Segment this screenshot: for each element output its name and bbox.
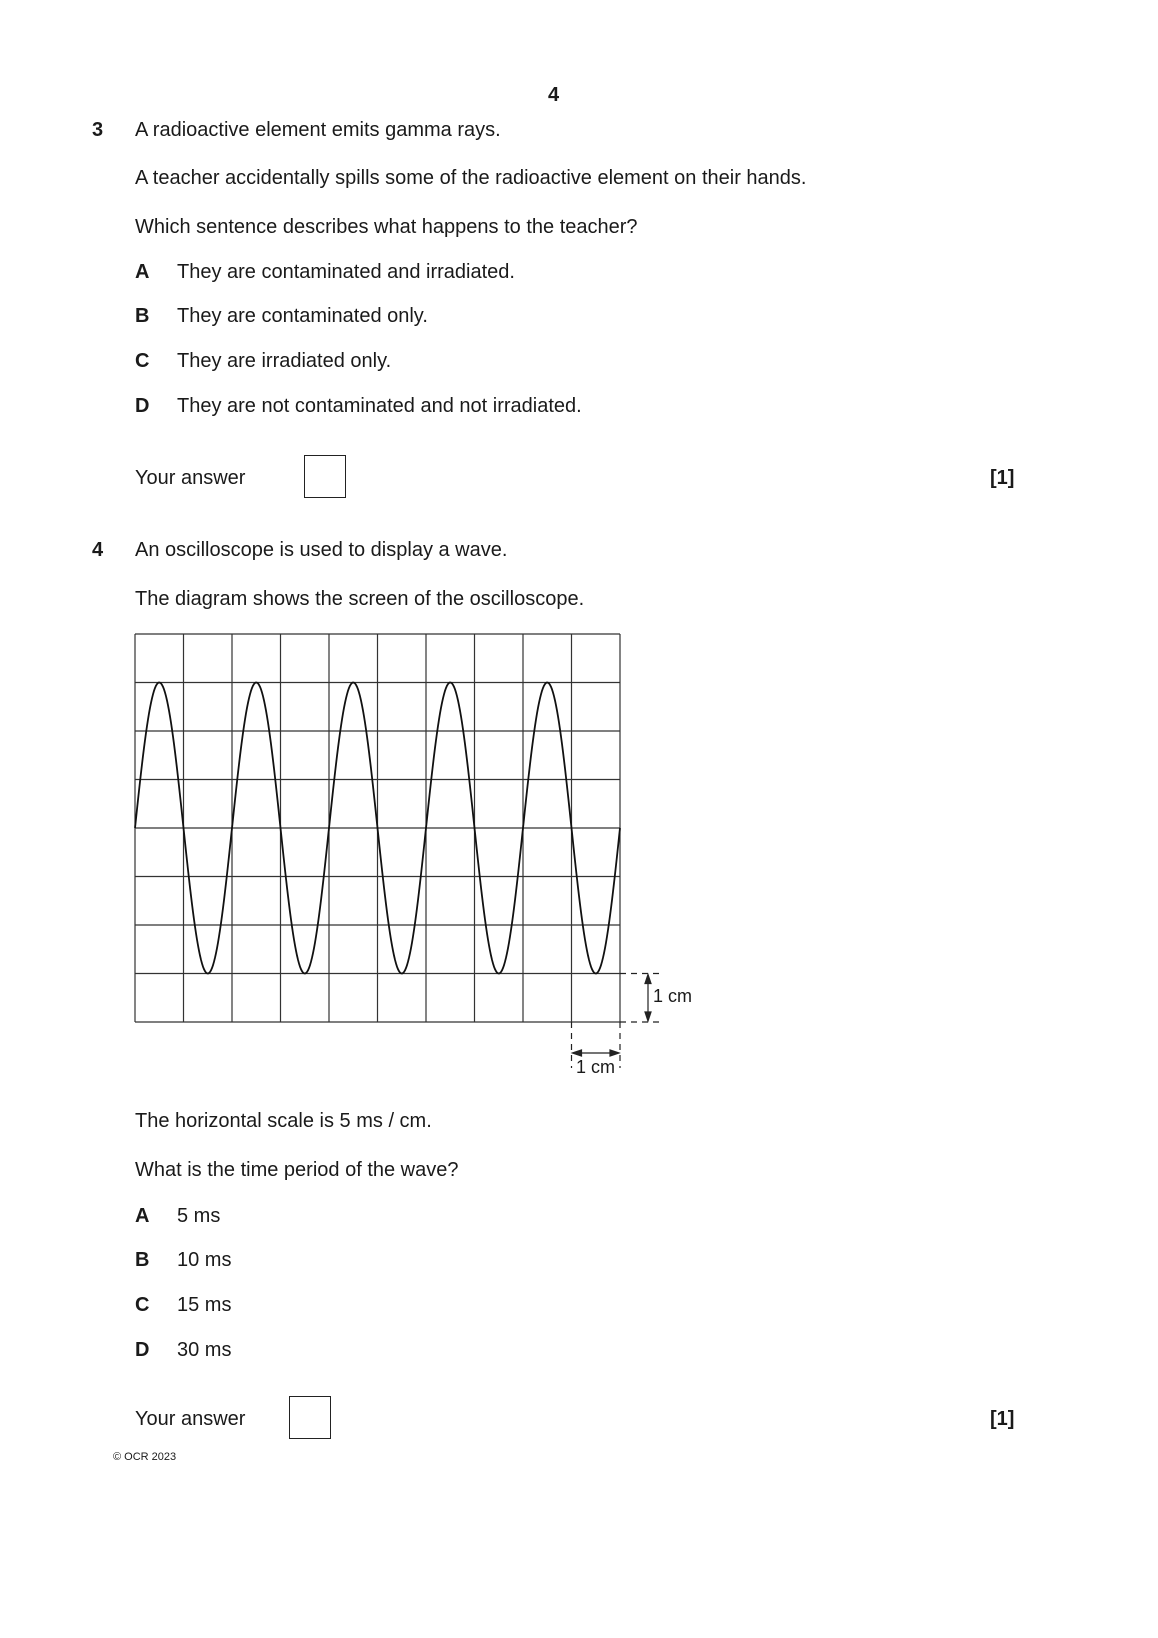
answer-label: Your answer xyxy=(135,1408,246,1430)
marks: [1] xyxy=(990,1408,1015,1430)
question-4-line: The diagram shows the screen of the oscilloscope. xyxy=(135,588,585,610)
horizontal-scale-label: 1 cm xyxy=(576,1057,616,1077)
arrowhead-icon xyxy=(610,1050,619,1056)
arrowhead-icon xyxy=(645,1012,651,1021)
answer-box-q4[interactable] xyxy=(289,1396,331,1439)
question-3-line: Which sentence describes what happens to the teacher? xyxy=(135,216,638,238)
option-letter: A xyxy=(135,1205,150,1227)
question-4-number: 4 xyxy=(92,539,104,561)
option-text: 10 ms xyxy=(177,1249,232,1271)
option-text: 5 ms xyxy=(177,1205,221,1227)
option-text: They are irradiated only. xyxy=(177,350,392,372)
question-4-line: What is the time period of the wave? xyxy=(135,1159,459,1181)
question-3-line: A radioactive element emits gamma rays. xyxy=(135,119,501,141)
scale-markers xyxy=(572,974,663,1069)
vertical-scale-label: 1 cm xyxy=(653,986,693,1006)
option-letter: B xyxy=(135,305,150,327)
option-text: They are not contaminated and not irradiated. xyxy=(177,395,582,417)
option-letter: C xyxy=(135,1294,150,1316)
question-3-number: 3 xyxy=(92,119,104,141)
option-letter: A xyxy=(135,261,150,283)
option-letter: C xyxy=(135,350,150,372)
question-4-line: An oscilloscope is used to display a wave. xyxy=(135,539,508,561)
option-letter: D xyxy=(135,1339,150,1361)
arrowhead-icon xyxy=(645,975,651,984)
option-text: 30 ms xyxy=(177,1339,232,1361)
option-text: 15 ms xyxy=(177,1294,232,1316)
question-4-line: The horizontal scale is 5 ms / cm. xyxy=(135,1110,432,1132)
marks: [1] xyxy=(990,467,1015,489)
option-letter: B xyxy=(135,1249,150,1271)
option-text: They are contaminated only. xyxy=(177,305,428,327)
option-text: They are contaminated and irradiated. xyxy=(177,261,515,283)
question-3-line: A teacher accidentally spills some of the radioactive element on their hands. xyxy=(135,167,807,189)
page-number: 4 xyxy=(548,84,560,106)
arrowhead-icon xyxy=(573,1050,582,1056)
copyright-footer: © OCR 2023 xyxy=(113,1451,177,1463)
answer-label: Your answer xyxy=(135,467,246,489)
option-letter: D xyxy=(135,395,150,417)
